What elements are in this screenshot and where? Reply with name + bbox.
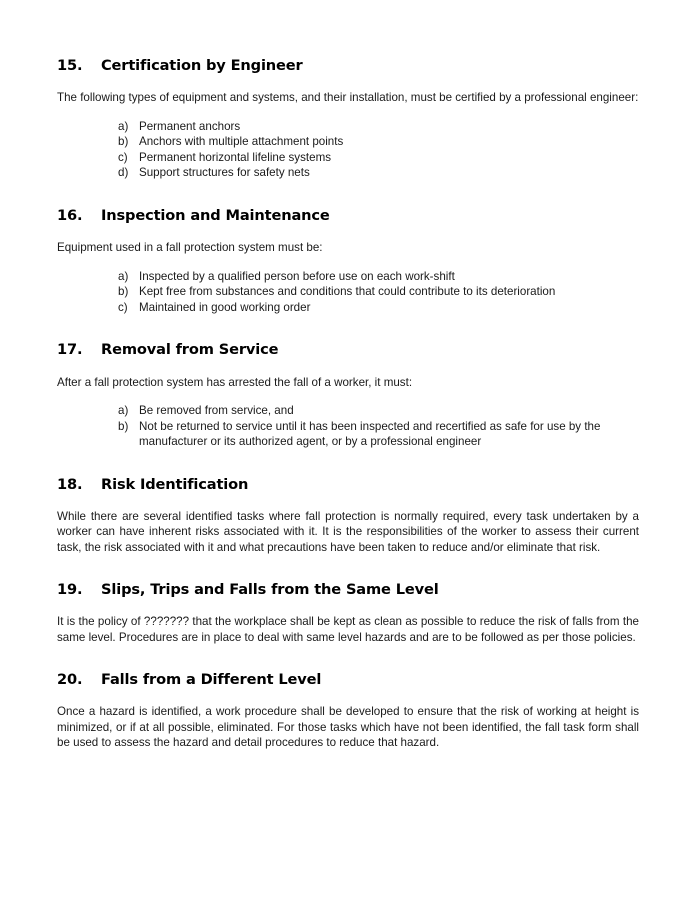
section-20: [57, 671, 639, 750]
section-19: [57, 581, 639, 645]
section-15: [57, 57, 639, 181]
section-19-heading: [57, 581, 639, 599]
list-item-text: Permanent horizontal lifeline systems: [139, 150, 332, 164]
section-17-title: Removal from Service: [101, 341, 279, 359]
list-item-text: Maintained in good working order: [139, 300, 311, 314]
list-item-marker: a): [118, 269, 129, 283]
list-item-text: Kept free from substances and conditions that could contribute to its deterioration: [139, 285, 556, 299]
list-item-marker: a): [118, 403, 129, 417]
section-16-heading: [57, 207, 639, 225]
list-item-text: Inspected by a qualified person before use on each work-shift: [139, 269, 455, 283]
section-20-number: 20.: [57, 671, 83, 689]
section-20-body: Once a hazard is identified, a work procedure shall be developed to ensure that the risk of working at height is minimized, or if at all possible, eliminated. For those tasks which have not been identified, the fall task form shall be used to assess the hazard and detail procedures to reduce that hazard.: [57, 705, 639, 750]
section-18-heading: [57, 476, 639, 494]
section-16-title: Inspection and Maintenance: [101, 206, 330, 224]
section-18-title: Risk Identification: [101, 475, 249, 493]
list-item: [118, 150, 639, 166]
section-15-number: 15.: [57, 57, 83, 74]
list-item: [118, 284, 639, 300]
section-19-number: 19.: [57, 581, 83, 599]
section-17-intro: After a fall protection system has arrested the fall of a worker, it must:: [57, 375, 413, 389]
list-item: [118, 403, 639, 419]
section-16-list: [57, 269, 639, 316]
section-15-list: [57, 119, 639, 181]
list-item-marker: a): [118, 119, 129, 133]
list-item-marker: d): [118, 166, 129, 180]
list-item: [118, 134, 639, 150]
section-18: [57, 476, 639, 555]
section-20-title: Falls from a Different Level: [101, 671, 322, 689]
list-item: [118, 269, 639, 285]
section-19-title: Slips, Trips and Falls from the Same Level: [101, 581, 439, 599]
section-20-heading: [57, 671, 639, 689]
section-15-intro: The following types of equipment and systems, and their installation, must be certified by a professional engineer:: [57, 91, 639, 105]
section-16-number: 16.: [57, 206, 83, 224]
section-17-heading: [57, 341, 639, 359]
list-item-text: Be removed from service, and: [139, 403, 294, 417]
section-18-number: 18.: [57, 475, 83, 493]
list-item-text: Not be returned to service until it has been inspected and recertified as safe for use by the manufacturer or its authorized agent, or by a professional engineer: [139, 419, 601, 449]
list-item-marker: c): [118, 150, 128, 164]
list-item: [118, 419, 639, 450]
list-item-text: Anchors with multiple attachment points: [139, 135, 344, 149]
section-17-number: 17.: [57, 341, 83, 359]
list-item-marker: b): [118, 135, 129, 149]
list-item: [118, 119, 639, 135]
list-item: [118, 165, 639, 181]
list-item-marker: c): [118, 300, 128, 314]
section-19-body: It is the policy of ??????? that the workplace shall be kept as clean as possible to reduce the risk of falls from the same level. Procedures are in place to deal with same level hazards and are to be followed as per those policies.: [57, 615, 639, 644]
list-item: [118, 300, 639, 316]
section-18-body: While there are several identified tasks where fall protection is normally required, every task undertaken by a worker can have inherent risks associated with it. It is the responsibilities of the worker to assess their current task, the risk associated with it and what precautions have been taken to reduce and/or eliminate that risk.: [57, 509, 639, 554]
section-16-intro: Equipment used in a fall protection system must be:: [57, 241, 323, 255]
list-item-text: Permanent anchors: [139, 119, 241, 133]
list-item-text: Support structures for safety nets: [139, 166, 310, 180]
section-16: [57, 207, 639, 315]
section-17-list: [57, 403, 639, 450]
list-item-marker: b): [118, 285, 129, 299]
section-15-heading: [57, 57, 639, 75]
section-15-title: Certification by Engineer: [101, 57, 303, 74]
section-17: [57, 341, 639, 449]
list-item-marker: b): [118, 419, 129, 433]
